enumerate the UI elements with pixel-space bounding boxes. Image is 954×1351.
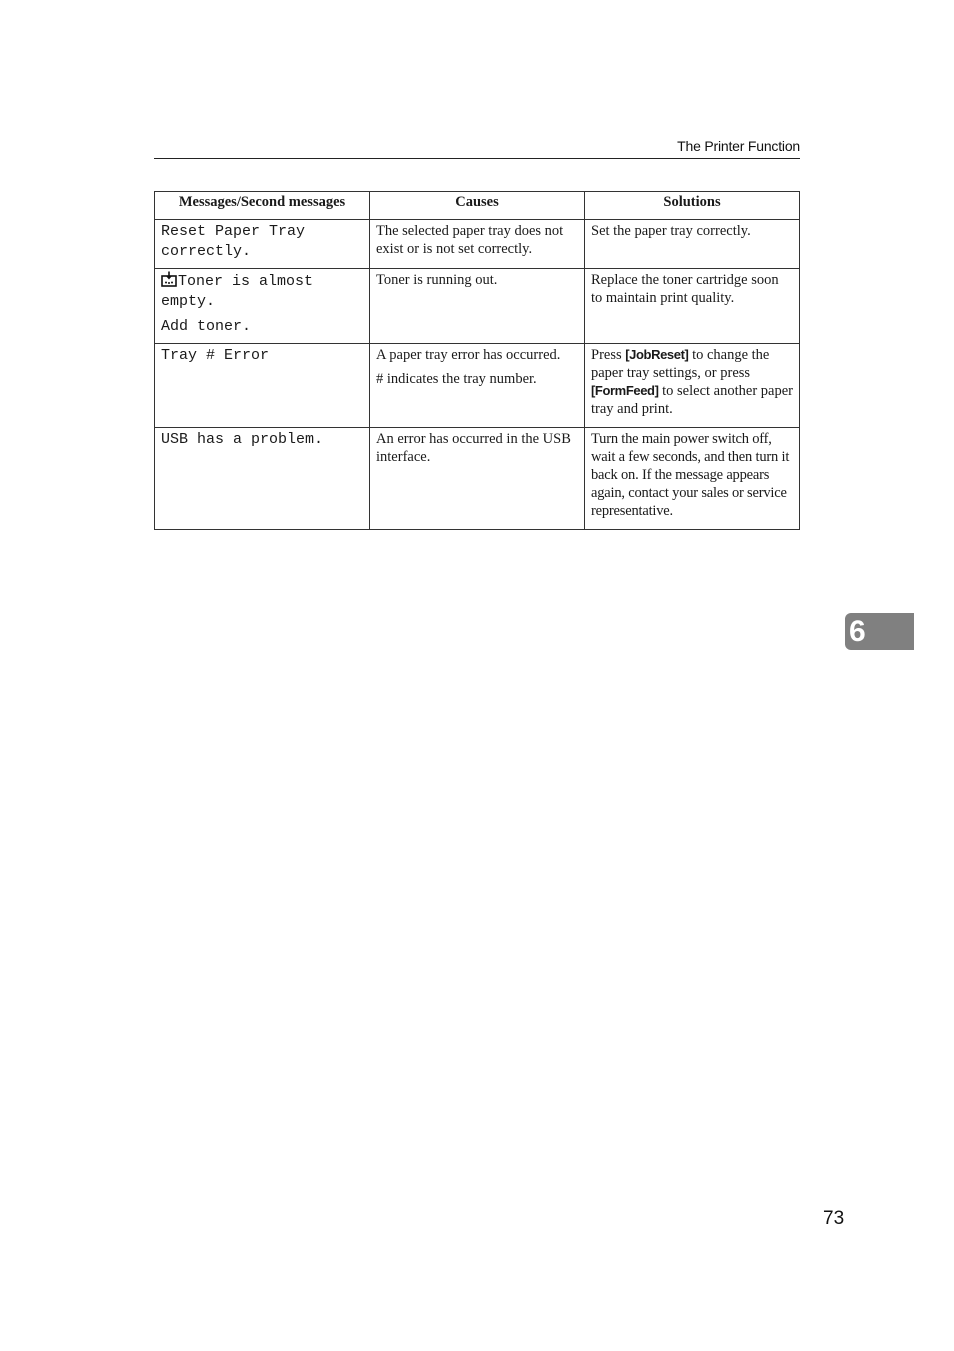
- cause-cell: [370, 220, 585, 269]
- table-row: [155, 269, 800, 344]
- table-row: [155, 428, 800, 530]
- solution-text-part3: to select another paper tray and print.: [591, 383, 793, 417]
- table-row: [155, 344, 800, 428]
- cause-text: Toner is running out.: [376, 272, 498, 288]
- formfeed-key-label: [FormFeed]: [591, 383, 659, 398]
- solution-cell: [585, 269, 800, 344]
- cause-cell: [370, 269, 585, 344]
- column-header-solutions: Solutions: [585, 192, 800, 220]
- solution-text: Turn the main power switch off, wait a few seconds, and then turn it back on. If the message appears again, contact your sales or service representative.: [591, 431, 790, 519]
- column-header-causes: Causes: [370, 192, 585, 220]
- cause-text: An error has occurred in the USB interface.: [376, 431, 571, 465]
- column-header-messages: Messages/Second messages: [155, 192, 370, 220]
- solution-text-part1: Press: [591, 347, 626, 363]
- cause-text: The selected paper tray does not exist or is not set correctly.: [376, 223, 564, 257]
- cause-cell: [370, 344, 585, 428]
- solution-text-part2: to change the paper tray settings, or press: [591, 347, 770, 381]
- cause-cell: [370, 428, 585, 530]
- message-cell: [155, 344, 370, 428]
- header-rule: [154, 158, 800, 159]
- solution-text: Replace the toner cartridge soon to maintain print quality.: [591, 272, 779, 306]
- solution-text: Set the paper tray correctly.: [591, 223, 751, 239]
- cause-text: A paper tray error has occurred.: [376, 347, 561, 363]
- jobreset-key-label: [JobReset]: [625, 347, 689, 362]
- solution-cell: [585, 428, 800, 530]
- message-text: Toner is almost empty.: [161, 273, 323, 310]
- table-row: [155, 220, 800, 269]
- chapter-number: 6: [849, 615, 866, 648]
- table-header-row: [155, 192, 800, 220]
- solution-cell: [585, 344, 800, 428]
- message-cell: [155, 428, 370, 530]
- message-line: [161, 271, 363, 312]
- messages-table: [154, 191, 800, 530]
- cause-note-text: # indicates the tray number.: [376, 371, 537, 387]
- message-cell: [155, 220, 370, 269]
- second-message-text: Add toner.: [161, 318, 252, 335]
- running-header-title: The Printer Function: [677, 138, 800, 154]
- solution-cell: [585, 220, 800, 269]
- page-number: 73: [823, 1208, 845, 1229]
- message-text: Reset Paper Tray correctly.: [161, 223, 315, 260]
- message-cell: [155, 269, 370, 344]
- chapter-tab: [845, 613, 914, 650]
- toner-icon: [161, 271, 177, 287]
- message-text: USB has a problem.: [161, 431, 324, 448]
- message-text: Tray # Error: [161, 347, 270, 364]
